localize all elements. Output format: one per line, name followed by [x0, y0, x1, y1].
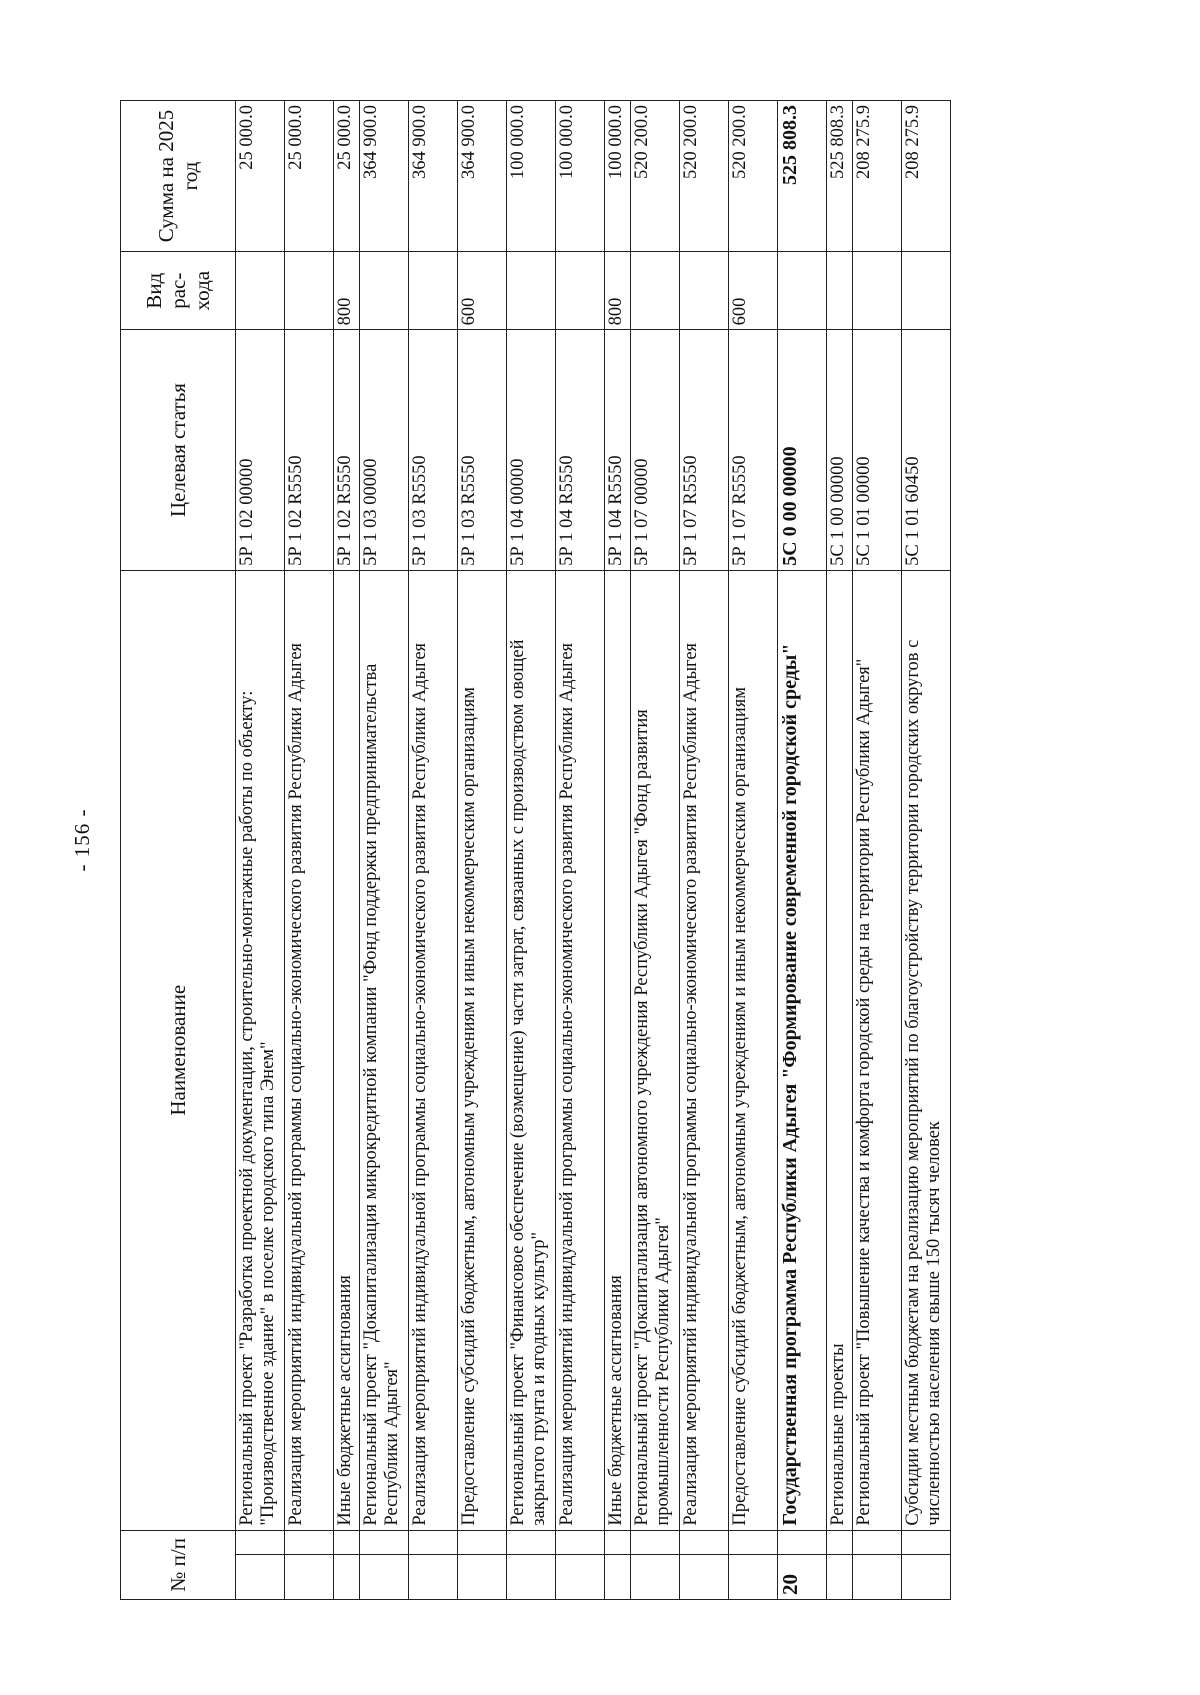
- table-body: [236, 101, 951, 1600]
- row-expense-type-cell: 600: [458, 252, 507, 330]
- row-sum-cell: 520 200.0: [680, 101, 729, 252]
- table-row: [556, 101, 605, 1600]
- row-name-cell: Региональный проект "Докапитализация автономного учреждения Республики Адыгея "Фонд развития промышленности Республики Адыгея": [631, 570, 680, 1530]
- table-row: [236, 101, 285, 1600]
- row-sum-cell: 364 900.0: [360, 101, 409, 252]
- row-spacer-cell: [458, 1530, 507, 1555]
- row-sum-cell: 525 808.3: [827, 101, 853, 252]
- row-spacer-cell: [334, 1530, 360, 1555]
- table-row: [729, 101, 778, 1600]
- row-spacer-cell: [236, 1530, 285, 1555]
- row-target-article-cell: 5Р 1 04 00000: [507, 330, 556, 571]
- row-name-cell: Реализация мероприятий индивидуальной программы социально-экономического развития Республики Адыгея: [680, 570, 729, 1530]
- row-number-cell: [334, 1555, 360, 1600]
- row-target-article-cell: 5Р 1 04 R5550: [556, 330, 605, 571]
- row-target-article-cell: 5С 1 00 00000: [827, 330, 853, 571]
- row-number-cell: [285, 1555, 334, 1600]
- row-sum-cell: 25 000.0: [285, 101, 334, 252]
- row-sum-cell: 364 900.0: [458, 101, 507, 252]
- row-sum-cell: 364 900.0: [409, 101, 458, 252]
- row-expense-type-cell: [285, 252, 334, 330]
- row-target-article-cell: 5С 1 01 60450: [902, 330, 951, 571]
- row-spacer-cell: [556, 1530, 605, 1555]
- document-page: [70, 80, 1130, 1600]
- row-number-cell: [409, 1555, 458, 1600]
- row-target-article-cell: 5Р 1 07 R5550: [729, 330, 778, 571]
- table-row: [458, 101, 507, 1600]
- row-target-article-cell: 5С 0 00 00000: [778, 330, 827, 571]
- row-number-cell: 20: [778, 1555, 827, 1600]
- row-sum-cell: 208 275.9: [853, 101, 902, 252]
- row-name-cell: Региональный проект "Повышение качества и комфорта городской среды на территории Республики Адыгея": [853, 570, 902, 1530]
- table-header-row: [121, 101, 236, 1600]
- table-row: [360, 101, 409, 1600]
- row-sum-cell: 100 000.0: [556, 101, 605, 252]
- row-name-cell: Региональный проект "Финансовое обеспечение (возмещение) части затрат, связанных с производством овощей закрытого грунта и ягодных культур": [507, 570, 556, 1530]
- row-sum-cell: 520 200.0: [631, 101, 680, 252]
- row-number-cell: [556, 1555, 605, 1600]
- row-name-cell: Государственная программа Республики Адыгея "Формирование современной городской среды": [778, 570, 827, 1530]
- row-number-cell: [902, 1555, 951, 1600]
- header-number: № п/п: [121, 1530, 236, 1599]
- row-target-article-cell: 5Р 1 02 R5550: [334, 330, 360, 571]
- table-row: [507, 101, 556, 1600]
- row-expense-type-cell: [827, 252, 853, 330]
- row-sum-cell: 25 000.0: [236, 101, 285, 252]
- row-expense-type-cell: [409, 252, 458, 330]
- row-name-cell: Иные бюджетные ассигнования: [334, 570, 360, 1530]
- table-row: [605, 101, 631, 1600]
- row-spacer-cell: [853, 1530, 902, 1555]
- header-sum-2025: Сумма на 2025 год: [121, 101, 236, 252]
- row-target-article-cell: 5С 1 01 00000: [853, 330, 902, 571]
- row-target-article-cell: 5Р 1 03 R5550: [409, 330, 458, 571]
- row-name-cell: Иные бюджетные ассигнования: [605, 570, 631, 1530]
- table-row: [680, 101, 729, 1600]
- row-sum-cell: 520 200.0: [729, 101, 778, 252]
- table-row: [409, 101, 458, 1600]
- row-number-cell: [827, 1555, 853, 1600]
- row-expense-type-cell: [556, 252, 605, 330]
- page-number: - 156 -: [70, 808, 94, 872]
- row-expense-type-cell: [778, 252, 827, 330]
- row-target-article-cell: 5Р 1 02 R5550: [285, 330, 334, 571]
- row-expense-type-cell: [902, 252, 951, 330]
- table-row: [902, 101, 951, 1600]
- row-name-cell: Предоставление субсидий бюджетным, автономным учреждениям и иным некоммерческим организациям: [458, 570, 507, 1530]
- row-expense-type-cell: 800: [334, 252, 360, 330]
- row-sum-cell: 100 000.0: [605, 101, 631, 252]
- row-spacer-cell: [285, 1530, 334, 1555]
- row-spacer-cell: [778, 1530, 827, 1555]
- row-name-cell: Реализация мероприятий индивидуальной программы социально-экономического развития Республики Адыгея: [409, 570, 458, 1530]
- budget-table: [120, 100, 951, 1600]
- row-number-cell: [853, 1555, 902, 1600]
- row-target-article-cell: 5Р 1 03 R5550: [458, 330, 507, 571]
- row-expense-type-cell: [360, 252, 409, 330]
- row-expense-type-cell: [853, 252, 902, 330]
- row-expense-type-cell: [507, 252, 556, 330]
- row-spacer-cell: [360, 1530, 409, 1555]
- row-number-cell: [729, 1555, 778, 1600]
- row-number-cell: [507, 1555, 556, 1600]
- row-number-cell: [360, 1555, 409, 1600]
- table-row: [853, 101, 902, 1600]
- row-name-cell: Предоставление субсидий бюджетным, автономным учреждениям и иным некоммерческим организациям: [729, 570, 778, 1530]
- row-spacer-cell: [631, 1530, 680, 1555]
- header-name: Наименование: [121, 570, 236, 1530]
- row-name-cell: Субсидии местным бюджетам на реализацию мероприятий по благоустройству территории городских округов с численностью населения свыше 150 тысяч человек: [902, 570, 951, 1530]
- row-spacer-cell: [605, 1530, 631, 1555]
- row-target-article-cell: 5Р 1 07 00000: [631, 330, 680, 571]
- row-spacer-cell: [729, 1530, 778, 1555]
- row-target-article-cell: 5Р 1 02 00000: [236, 330, 285, 571]
- row-sum-cell: 525 808.3: [778, 101, 827, 252]
- row-spacer-cell: [409, 1530, 458, 1555]
- row-number-cell: [605, 1555, 631, 1600]
- row-spacer-cell: [680, 1530, 729, 1555]
- row-name-cell: Реализация мероприятий индивидуальной программы социально-экономического развития Республики Адыгея: [556, 570, 605, 1530]
- row-expense-type-cell: [680, 252, 729, 330]
- row-number-cell: [631, 1555, 680, 1600]
- row-spacer-cell: [902, 1530, 951, 1555]
- table-row: [631, 101, 680, 1600]
- row-target-article-cell: 5Р 1 07 R5550: [680, 330, 729, 571]
- header-expense-type: Вид рас-хода: [121, 252, 236, 330]
- table-row: [827, 101, 853, 1600]
- row-number-cell: [236, 1555, 285, 1600]
- row-sum-cell: 25 000.0: [334, 101, 360, 252]
- header-target-article: Целевая статья: [121, 330, 236, 571]
- row-expense-type-cell: [236, 252, 285, 330]
- row-spacer-cell: [827, 1530, 853, 1555]
- row-sum-cell: 100 000.0: [507, 101, 556, 252]
- row-name-cell: Региональный проект "Разработка проектной документации, строительно-монтажные работы по объекту: "Производственное здание" в поселке городского типа Энем": [236, 570, 285, 1530]
- row-name-cell: Региональный проект "Докапитализация микрокредитной компании "Фонд поддержки предпринимательства Республики Адыгея": [360, 570, 409, 1530]
- row-target-article-cell: 5Р 1 04 R5550: [605, 330, 631, 571]
- row-target-article-cell: 5Р 1 03 00000: [360, 330, 409, 571]
- table-row: [334, 101, 360, 1600]
- row-name-cell: Реализация мероприятий индивидуальной программы социально-экономического развития Республики Адыгея: [285, 570, 334, 1530]
- row-number-cell: [458, 1555, 507, 1600]
- row-name-cell: Региональные проекты: [827, 570, 853, 1530]
- row-expense-type-cell: 800: [605, 252, 631, 330]
- table-row: [285, 101, 334, 1600]
- row-expense-type-cell: 600: [729, 252, 778, 330]
- row-number-cell: [680, 1555, 729, 1600]
- row-expense-type-cell: [631, 252, 680, 330]
- row-sum-cell: 208 275.9: [902, 101, 951, 252]
- row-spacer-cell: [507, 1530, 556, 1555]
- table-row: [778, 101, 827, 1600]
